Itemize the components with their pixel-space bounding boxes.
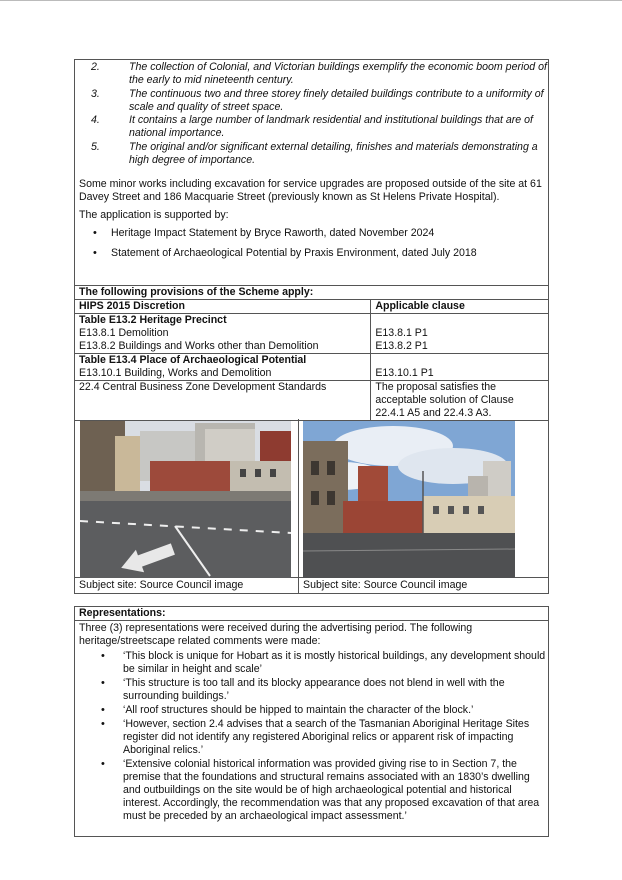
comment-item: • ‘All roof structures should be hipped to maintain the character of the block.’ xyxy=(75,704,548,717)
criteria-section xyxy=(74,59,549,285)
discretion-cell: 22.4 Central Business Zone Development Standards xyxy=(75,381,371,421)
representations-intro: Three (3) representations were received during the advertising period. The following heritage/streetscape related comments were made: xyxy=(79,622,473,647)
discretion-cell: E13.8.1 Demolition xyxy=(79,327,169,339)
representations-section xyxy=(74,606,549,837)
provisions-table xyxy=(74,285,549,421)
page-top-rule xyxy=(0,0,622,1)
supporting-document: • Heritage Impact Statement by Bryce Raworth, dated November 2024 xyxy=(75,227,548,240)
clause-cell: E13.10.1 P1 xyxy=(375,367,434,379)
minor-works-paragraph: Some minor works including excavation for service upgrades are proposed outside of the site at 61 Davey Street and 186 Macquarie Street (previously known as St Helens Private Hospital). xyxy=(79,177,542,203)
clause-cell: E13.8.2 P1 xyxy=(375,340,428,352)
table-row xyxy=(75,381,549,421)
supporting-documents-list xyxy=(75,227,548,260)
subject-site-photo-right xyxy=(303,421,515,578)
criteria-item: 3. The continuous two and three storey finely detailed buildings contribute to a uniformity of scale and quality of street space. xyxy=(91,87,544,113)
comment-item: • ‘This block is unique for Hobart as it is mostly historical buildings, any development should be similar in height and scale’ xyxy=(75,650,548,676)
clause-cell: E13.8.1 P1 xyxy=(375,327,428,339)
photo-caption-left: Subject site: Source Council image xyxy=(79,579,244,591)
discretion-cell: E13.10.1 Building, Works and Demolition xyxy=(79,367,272,379)
representations-heading: Representations: xyxy=(79,607,166,619)
discretion-column-header: HIPS 2015 Discretion xyxy=(75,300,371,314)
discretion-cell: E13.8.2 Buildings and Works other than Demolition xyxy=(79,340,319,352)
comment-item: • ‘This structure is too tall and its blocky appearance does not blend in well with the surrounding buildings.’ xyxy=(75,677,548,703)
comment-item: • ‘Extensive colonial historical information was provided giving rise to in Section 7, the premise that the foundations and structural remains associated with an 1830’s dwelling and outbuildings on the site would be of high archaeological potential and historical interest. Accordingly, the recommendation was that any proposed excavation of that area must be preceded by an archaeological impact assessment.’ xyxy=(75,758,548,823)
subject-site-photo-left xyxy=(80,421,291,578)
criteria-item: 5. The original and/or significant external detailing, finishes and materials demonstrating a high degree of importance. xyxy=(91,140,538,166)
table-row xyxy=(75,314,549,354)
group-title: Table E13.4 Place of Archaeological Potential xyxy=(79,354,307,366)
criteria-list xyxy=(75,61,548,167)
clause-column-header: Applicable clause xyxy=(371,300,549,314)
group-title: Table E13.2 Heritage Precinct xyxy=(79,314,227,326)
supported-intro: The application is supported by: xyxy=(79,208,229,221)
clause-cell: The proposal satisfies the acceptable solution of Clause 22.4.1 A5 and 22.4.3 A3. xyxy=(371,381,549,421)
criteria-item: 2. The collection of Colonial, and Victorian buildings exemplify the economic boom period of the early to mid nineteenth century. xyxy=(91,61,547,86)
table-row xyxy=(75,354,549,381)
supporting-document: • Statement of Archaeological Potential by Praxis Environment, dated July 2018 xyxy=(75,247,548,260)
comment-item: • ‘However, section 2.4 advises that a search of the Tasmanian Aboriginal Heritage Sites register did not identify any registered Aboriginal relics or apparent risk of impacting Aboriginal relics.’ xyxy=(75,718,548,757)
criteria-item: 4. It contains a large number of landmark residential and institutional buildings that are of national importance. xyxy=(91,114,533,139)
provisions-heading: The following provisions of the Scheme apply: xyxy=(75,286,549,300)
photo-caption-right: Subject site: Source Council image xyxy=(303,579,468,591)
comments-list xyxy=(75,650,548,823)
